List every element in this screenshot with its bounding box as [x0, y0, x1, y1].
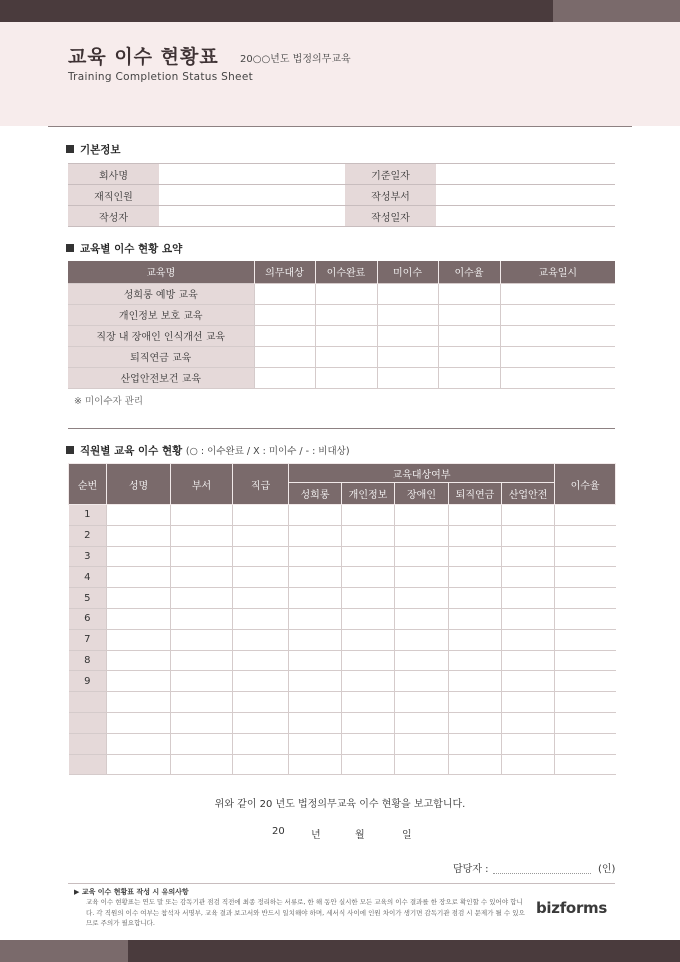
summary-cell[interactable]: [500, 367, 615, 388]
staff-cell[interactable]: [395, 712, 449, 733]
staff-row: [69, 692, 616, 713]
staff-cell[interactable]: [289, 754, 342, 775]
summary-table: [68, 261, 615, 389]
summary-cell[interactable]: [315, 346, 377, 367]
staff-cell[interactable]: [171, 505, 233, 526]
summary-row: [68, 283, 615, 304]
staff-cell[interactable]: [289, 692, 342, 713]
summary-cell[interactable]: [315, 367, 377, 388]
summary-row: [68, 346, 615, 367]
staff-cell[interactable]: [107, 546, 171, 567]
square-bullet-icon: [66, 145, 74, 153]
summary-cell[interactable]: [438, 346, 500, 367]
staff-cell[interactable]: [449, 754, 502, 775]
staff-cell[interactable]: [502, 567, 555, 588]
staff-cell[interactable]: [342, 567, 395, 588]
staff-cell[interactable]: [342, 588, 395, 609]
staff-cell[interactable]: [555, 525, 616, 546]
field-label: 재직인원: [68, 185, 159, 206]
course-name: 성희롱 예방 교육: [68, 283, 254, 304]
summary-remark: ※ 미이수자 관리: [74, 396, 144, 407]
row-number: 4: [69, 567, 107, 588]
section-title: 교육별 이수 현황 요약: [80, 243, 183, 255]
bottom-bar-dark: [128, 940, 680, 962]
row-number: 7: [69, 629, 107, 650]
section-staff: [66, 443, 350, 458]
staff-cell[interactable]: [233, 525, 289, 546]
summary-cell[interactable]: [500, 283, 615, 304]
course-name: 개인정보 보호 교육: [68, 304, 254, 325]
staff-table: [68, 463, 616, 775]
staff-cell[interactable]: [395, 650, 449, 671]
staff-cell[interactable]: [395, 546, 449, 567]
manager-label: 담당자 :: [453, 864, 489, 875]
summary-cell[interactable]: [438, 304, 500, 325]
staff-cell[interactable]: [555, 608, 616, 629]
summary-row: [68, 325, 615, 346]
staff-cell[interactable]: [502, 588, 555, 609]
summary-header-cell: 교육명: [68, 261, 254, 283]
staff-cell[interactable]: [449, 608, 502, 629]
row-number: 9: [69, 671, 107, 692]
header-course: 퇴직연금: [449, 483, 502, 505]
page-subtitle: 20○○년도 법정의무교육: [240, 54, 351, 65]
staff-cell[interactable]: [171, 671, 233, 692]
staff-cell[interactable]: [449, 671, 502, 692]
staff-cell[interactable]: [289, 650, 342, 671]
staff-cell[interactable]: [555, 629, 616, 650]
field-value[interactable]: [159, 206, 345, 227]
staff-cell[interactable]: [171, 546, 233, 567]
staff-cell[interactable]: [555, 650, 616, 671]
section-basic-info: [66, 142, 121, 157]
staff-cell[interactable]: [107, 733, 171, 754]
staff-cell[interactable]: [171, 629, 233, 650]
summary-cell[interactable]: [438, 325, 500, 346]
summary-cell[interactable]: [254, 283, 315, 304]
staff-cell[interactable]: [555, 546, 616, 567]
staff-cell[interactable]: [171, 588, 233, 609]
staff-cell[interactable]: [449, 505, 502, 526]
staff-cell[interactable]: [395, 608, 449, 629]
staff-cell[interactable]: [449, 733, 502, 754]
staff-cell[interactable]: [171, 754, 233, 775]
staff-cell[interactable]: [233, 712, 289, 733]
summary-cell[interactable]: [315, 325, 377, 346]
staff-cell[interactable]: [449, 712, 502, 733]
manager-line: [453, 860, 595, 875]
staff-row: [69, 525, 616, 546]
staff-cell[interactable]: [342, 712, 395, 733]
staff-cell[interactable]: [233, 629, 289, 650]
section-title: 기본정보: [80, 144, 121, 156]
report-statement: 위와 같이 20 년도 법정의무교육 이수 현황을 보고합니다.: [214, 799, 466, 810]
row-number: 6: [69, 608, 107, 629]
legend-note: (○ : 이수완료 / X : 미이수 / - : 비대상): [185, 446, 350, 457]
field-label: 작성일자: [345, 206, 436, 227]
row-number: 5: [69, 588, 107, 609]
summary-cell[interactable]: [254, 304, 315, 325]
summary-cell[interactable]: [377, 283, 438, 304]
staff-cell[interactable]: [502, 754, 555, 775]
staff-row: [69, 608, 616, 629]
staff-cell[interactable]: [555, 712, 616, 733]
header-course: 개인정보: [342, 483, 395, 505]
staff-cell[interactable]: [289, 629, 342, 650]
staff-cell[interactable]: [502, 671, 555, 692]
notes-divider: [68, 883, 615, 884]
staff-cell[interactable]: [342, 671, 395, 692]
staff-cell[interactable]: [342, 692, 395, 713]
staff-cell[interactable]: [289, 546, 342, 567]
staff-cell[interactable]: [233, 546, 289, 567]
date-day: 일: [402, 830, 412, 841]
summary-cell[interactable]: [500, 304, 615, 325]
summary-header-cell: 미이수: [377, 261, 438, 283]
bottom-bar-light: [0, 940, 128, 962]
staff-cell[interactable]: [233, 754, 289, 775]
staff-cell[interactable]: [289, 567, 342, 588]
staff-cell[interactable]: [555, 505, 616, 526]
staff-cell[interactable]: [171, 692, 233, 713]
staff-cell[interactable]: [395, 671, 449, 692]
staff-cell[interactable]: [342, 505, 395, 526]
section-summary: [66, 241, 182, 256]
staff-cell[interactable]: [502, 608, 555, 629]
row-number: 8: [69, 650, 107, 671]
summary-cell[interactable]: [438, 283, 500, 304]
field-label: 회사명: [68, 164, 159, 185]
staff-cell[interactable]: [502, 712, 555, 733]
staff-row: [69, 650, 616, 671]
staff-cell[interactable]: [449, 692, 502, 713]
staff-cell[interactable]: [395, 754, 449, 775]
course-name: 퇴직연금 교육: [68, 346, 254, 367]
staff-cell[interactable]: [502, 546, 555, 567]
staff-cell[interactable]: [171, 525, 233, 546]
header-course: 장애인: [395, 483, 449, 505]
summary-cell[interactable]: [377, 367, 438, 388]
staff-cell[interactable]: [233, 692, 289, 713]
staff-cell[interactable]: [289, 671, 342, 692]
staff-cell[interactable]: [171, 712, 233, 733]
basic-info-row: [68, 206, 615, 227]
staff-cell[interactable]: [395, 588, 449, 609]
staff-cell[interactable]: [171, 567, 233, 588]
row-number: [69, 733, 107, 754]
summary-header-cell: 이수완료: [315, 261, 377, 283]
staff-cell[interactable]: [107, 629, 171, 650]
staff-cell[interactable]: [342, 525, 395, 546]
staff-cell[interactable]: [555, 733, 616, 754]
row-number: 2: [69, 525, 107, 546]
staff-row: [69, 733, 616, 754]
staff-cell[interactable]: [107, 505, 171, 526]
staff-cell[interactable]: [449, 650, 502, 671]
header-course: 성희롱: [289, 483, 342, 505]
field-value[interactable]: [436, 164, 615, 185]
staff-cell[interactable]: [395, 505, 449, 526]
staff-cell[interactable]: [555, 754, 616, 775]
staff-cell[interactable]: [502, 692, 555, 713]
staff-row: [69, 671, 616, 692]
staff-cell[interactable]: [342, 754, 395, 775]
staff-cell[interactable]: [555, 692, 616, 713]
course-name: 산업안전보건 교육: [68, 367, 254, 388]
seal-mark: (인): [598, 864, 616, 875]
staff-cell[interactable]: [555, 588, 616, 609]
staff-cell[interactable]: [342, 546, 395, 567]
top-bar-light: [553, 0, 680, 22]
staff-row: [69, 546, 616, 567]
staff-cell[interactable]: [107, 588, 171, 609]
summary-header-cell: 교육일시: [500, 261, 615, 283]
summary-header-cell: 이수율: [438, 261, 500, 283]
staff-cell[interactable]: [233, 505, 289, 526]
summary-cell[interactable]: [254, 325, 315, 346]
staff-cell[interactable]: [289, 712, 342, 733]
staff-cell[interactable]: [233, 650, 289, 671]
row-number: [69, 754, 107, 775]
date-year: 년: [311, 830, 321, 841]
header-divider: [48, 126, 632, 127]
summary-cell[interactable]: [315, 304, 377, 325]
staff-cell[interactable]: [395, 525, 449, 546]
staff-row: [69, 629, 616, 650]
staff-cell[interactable]: [395, 629, 449, 650]
field-value[interactable]: [159, 185, 345, 206]
square-bullet-icon: [66, 244, 74, 252]
staff-row: [69, 567, 616, 588]
summary-cell[interactable]: [500, 346, 615, 367]
staff-row: [69, 588, 616, 609]
staff-cell[interactable]: [342, 650, 395, 671]
header-rate: 이수율: [555, 464, 616, 505]
staff-cell[interactable]: [233, 588, 289, 609]
staff-cell[interactable]: [107, 650, 171, 671]
manager-signature-field[interactable]: [493, 864, 591, 874]
staff-cell[interactable]: [107, 712, 171, 733]
staff-cell[interactable]: [502, 650, 555, 671]
course-name: 직장 내 장애인 인식개선 교육: [68, 325, 254, 346]
summary-cell[interactable]: [254, 346, 315, 367]
staff-cell[interactable]: [289, 525, 342, 546]
section-title: 직원별 교육 이수 현황: [80, 445, 183, 457]
top-bar-dark: [0, 0, 553, 22]
field-label: 기준일자: [345, 164, 436, 185]
staff-cell[interactable]: [395, 733, 449, 754]
staff-row: [69, 505, 616, 526]
staff-cell[interactable]: [289, 505, 342, 526]
staff-cell[interactable]: [555, 567, 616, 588]
staff-cell[interactable]: [233, 733, 289, 754]
staff-cell[interactable]: [342, 733, 395, 754]
basic-info-table: [68, 163, 615, 227]
staff-cell[interactable]: [107, 671, 171, 692]
staff-cell[interactable]: [233, 567, 289, 588]
top-bar: [0, 0, 680, 22]
field-value[interactable]: [159, 164, 345, 185]
section-divider: [68, 428, 615, 429]
staff-cell[interactable]: [342, 629, 395, 650]
english-title: Training Completion Status Sheet: [68, 71, 253, 83]
basic-info-row: [68, 185, 615, 206]
header-course: 산업안전: [502, 483, 555, 505]
staff-cell[interactable]: [555, 671, 616, 692]
summary-cell[interactable]: [377, 304, 438, 325]
staff-row: [69, 712, 616, 733]
row-number: [69, 692, 107, 713]
summary-cell[interactable]: [377, 325, 438, 346]
staff-cell[interactable]: [449, 546, 502, 567]
header-dept: 부서: [171, 464, 233, 505]
staff-cell[interactable]: [289, 733, 342, 754]
summary-cell[interactable]: [254, 367, 315, 388]
bizforms-logo: bizforms: [536, 899, 607, 917]
staff-cell[interactable]: [107, 525, 171, 546]
staff-cell[interactable]: [449, 588, 502, 609]
staff-cell[interactable]: [395, 567, 449, 588]
staff-cell[interactable]: [395, 692, 449, 713]
summary-row: [68, 304, 615, 325]
staff-cell[interactable]: [171, 733, 233, 754]
summary-cell[interactable]: [377, 346, 438, 367]
staff-cell[interactable]: [502, 525, 555, 546]
staff-cell[interactable]: [289, 608, 342, 629]
square-bullet-icon: [66, 446, 74, 454]
staff-cell[interactable]: [171, 650, 233, 671]
field-value[interactable]: [436, 206, 615, 227]
row-number: 1: [69, 505, 107, 526]
header-target-group: 교육대상여부: [289, 464, 555, 483]
staff-cell[interactable]: [107, 567, 171, 588]
date-month: 월: [355, 830, 365, 841]
field-label: 작성부서: [345, 185, 436, 206]
staff-cell[interactable]: [502, 733, 555, 754]
summary-cell[interactable]: [315, 283, 377, 304]
notes-title: ▶ 교육 이수 현황표 작성 시 유의사항: [74, 888, 189, 896]
staff-cell[interactable]: [107, 692, 171, 713]
header-name: 성명: [107, 464, 171, 505]
staff-cell[interactable]: [233, 671, 289, 692]
field-value[interactable]: [436, 185, 615, 206]
staff-cell[interactable]: [107, 608, 171, 629]
staff-row: [69, 754, 616, 775]
staff-cell[interactable]: [449, 525, 502, 546]
staff-cell[interactable]: [449, 629, 502, 650]
summary-cell[interactable]: [500, 325, 615, 346]
notes-body: 교육 이수 현황표는 연도 말 또는 감독기관 점검 직전에 최종 정리하는 서류로, 한 해 동안 실시한 모든 교육의 이수 결과를 한 장으로 확인할 수 있어야 합니다. 각 직원의 이수 여부는 참석자 서명부, 교육 결과 보고서와 반드시 일치해야 하며, 세서식 사이에 인원 차이가 생기면 감독기관 점검 시 문제가 될 수 있으므로 주의가 필요합니다.: [86, 898, 525, 927]
row-number: 3: [69, 546, 107, 567]
date-prefix: 20: [272, 826, 285, 837]
staff-cell[interactable]: [502, 505, 555, 526]
staff-cell[interactable]: [342, 608, 395, 629]
staff-cell[interactable]: [289, 588, 342, 609]
summary-header-cell: 의무대상: [254, 261, 315, 283]
staff-cell[interactable]: [449, 567, 502, 588]
header-rank: 직급: [233, 464, 289, 505]
field-label: 작성자: [68, 206, 159, 227]
staff-cell[interactable]: [171, 608, 233, 629]
header-no: 순번: [69, 464, 107, 505]
basic-info-row: [68, 164, 615, 185]
row-number: [69, 712, 107, 733]
staff-cell[interactable]: [233, 608, 289, 629]
staff-cell[interactable]: [107, 754, 171, 775]
summary-row: [68, 367, 615, 388]
bottom-bar: [0, 940, 680, 962]
page-title: 교육 이수 현황표: [68, 46, 219, 68]
summary-cell[interactable]: [438, 367, 500, 388]
staff-cell[interactable]: [502, 629, 555, 650]
